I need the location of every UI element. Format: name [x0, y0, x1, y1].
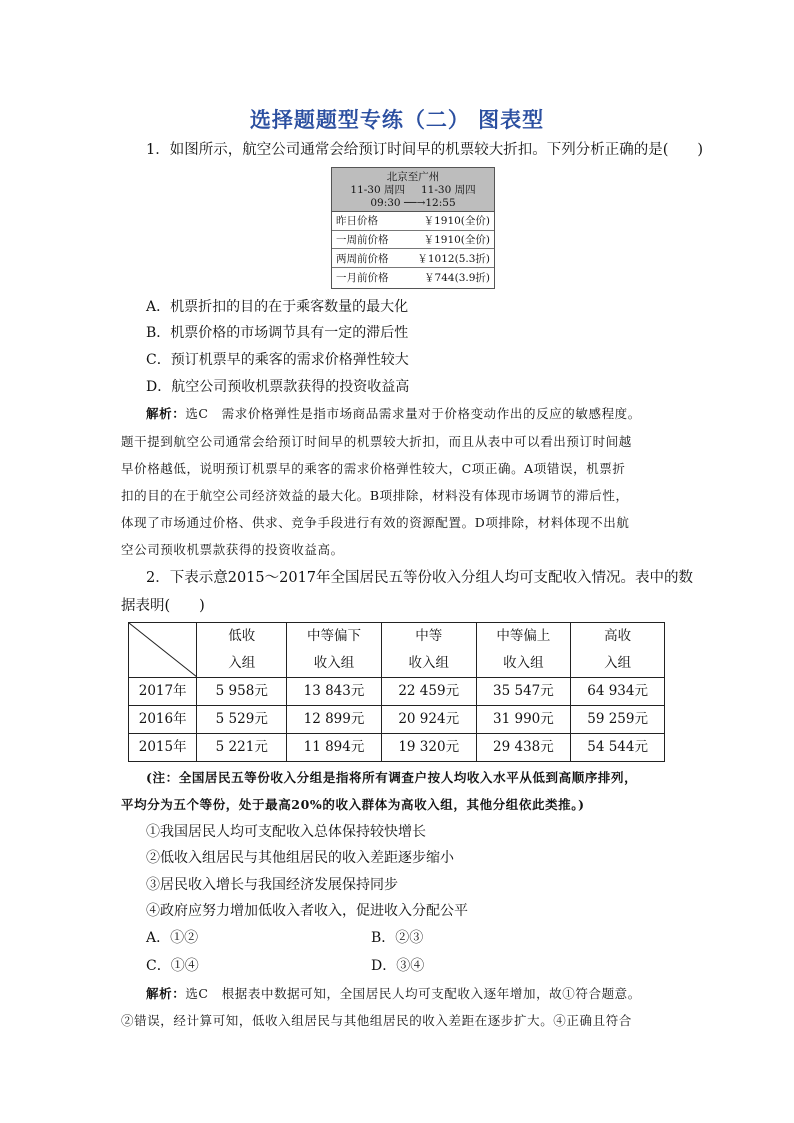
- q1-option-d: D．航空公司预收机票款获得的投资收益高: [146, 379, 410, 395]
- q2-option-a: A．①②: [146, 930, 199, 946]
- price-label: 两周前价格: [336, 252, 389, 265]
- flight-price-row: [332, 231, 494, 250]
- price-label: 一周前价格: [336, 234, 389, 247]
- q2-analysis-line: 解析：选C 根据表中数据可知，全国居民人均可支配收入逐年增加，故①符合题意。: [146, 986, 641, 1001]
- header-cell: 中等 收入组: [381, 623, 476, 678]
- year-cell: 2016年: [129, 706, 197, 734]
- price-value: ￥744(3.9折): [424, 271, 490, 284]
- price-label: 一月前价格: [336, 271, 389, 284]
- year-cell: 2015年: [129, 734, 197, 762]
- price-value: ￥1012(5.3折): [417, 252, 490, 265]
- header-cell: 低收 入组: [197, 623, 287, 678]
- flight-price-row: [332, 212, 494, 231]
- flight-date-right: 11-30 周四: [421, 184, 476, 196]
- value-cell: 54 544元: [571, 734, 665, 762]
- flight-route: 北京至广州: [386, 171, 440, 183]
- q1-analysis-line: 题干提到航空公司通常会给预订时间早的机票较大折扣，而且从表中可以看出预订时间越: [121, 434, 632, 449]
- price-value: ￥1910(全价): [423, 234, 490, 247]
- table-header-row: [129, 623, 665, 678]
- value-cell: 29 438元: [476, 734, 571, 762]
- q2-stem-line1: 2．下表示意2015～2017年全国居民五等份收入分组人均可支配收入情况。表中的数: [146, 570, 694, 586]
- value-cell: 12 899元: [287, 706, 382, 734]
- diagonal-line: [129, 623, 197, 677]
- q1-analysis-line: 空公司预收机票款获得的投资收益高。: [121, 542, 344, 557]
- header-cell: 中等偏下 收入组: [287, 623, 382, 678]
- q2-option-c: C．①④: [146, 958, 199, 974]
- q2-stem-line2: 据表明( ): [121, 598, 205, 614]
- q2-statement: ④政府应努力增加低收入者收入，促进收入分配公平: [146, 903, 468, 919]
- value-cell: 22 459元: [381, 678, 476, 706]
- q2-note-line1: (注：全国居民五等份收入分组是指将所有调查户按人均收入水平从低到高顺序排列，: [146, 770, 638, 785]
- price-label: 昨日价格: [336, 215, 378, 228]
- table-row: [129, 678, 665, 706]
- header-cell: 中等偏上 收入组: [476, 623, 571, 678]
- year-cell: 2017年: [129, 678, 197, 706]
- value-cell: 20 924元: [381, 706, 476, 734]
- q2-statement: ③居民收入增长与我国经济发展保持同步: [146, 877, 398, 893]
- table-row: [129, 734, 665, 762]
- q1-analysis-line: 扣的目的在于航空公司经济效益的最大化。B项排除，材料没有体现市场调节的滞后性，: [121, 488, 629, 503]
- q1-analysis-line: 解析：选C 需求价格弹性是指市场商品需求量对于价格变动作出的反应的敏感程度。: [146, 406, 641, 421]
- value-cell: 19 320元: [381, 734, 476, 762]
- income-table: [128, 622, 665, 762]
- analysis-label: 解析：: [146, 406, 186, 421]
- value-cell: 5 529元: [197, 706, 287, 734]
- q2-option-d: D．③④: [371, 958, 425, 974]
- header-cell: 高收 入组: [571, 623, 665, 678]
- q1-option-b: B．机票价格的市场调节具有一定的滞后性: [146, 325, 409, 341]
- value-cell: 5 221元: [197, 734, 287, 762]
- value-cell: 35 547元: [476, 678, 571, 706]
- value-cell: 59 259元: [571, 706, 665, 734]
- price-value: ￥1910(全价): [423, 215, 490, 228]
- flight-header: [332, 168, 494, 212]
- analysis-label: 解析：: [146, 986, 186, 1001]
- q2-analysis-line: ②错误，经计算可知，低收入组居民与其他组居民的收入差距在逐步扩大。④正确且符合: [121, 1013, 632, 1028]
- table-row: [129, 706, 665, 734]
- q1-analysis-line: 体现了市场通过价格、供求、竞争手段进行有效的资源配置。D项排除，材料体现不出航: [121, 515, 630, 530]
- q1-stem: 1．如图所示，航空公司通常会给预订时间早的机票较大折扣。下列分析正确的是( ): [146, 142, 704, 158]
- q2-statement: ①我国居民人均可支配收入总体保持较快增长: [146, 824, 426, 840]
- q1-option-c: C．预订机票早的乘客的需求价格弹性较大: [146, 352, 409, 368]
- q2-statement: ②低收入组居民与其他组居民的收入差距逐步缩小: [146, 850, 454, 866]
- value-cell: 31 990元: [476, 706, 571, 734]
- q1-option-a: A．机票折扣的目的在于乘客数量的最大化: [146, 299, 409, 315]
- flight-date-left: 11-30 周四: [350, 184, 405, 196]
- flight-price-row: [332, 268, 494, 287]
- value-cell: 13 843元: [287, 678, 382, 706]
- q1-analysis-line: 早价格越低，说明预订机票早的乘客的需求价格弹性较大，C项正确。A项错误，机票折: [121, 461, 626, 476]
- q2-note-line2: 平均分为五个等份，处于最高20%的收入群体为高收入组，其他分组依此类推。): [121, 797, 585, 812]
- value-cell: 64 934元: [571, 678, 665, 706]
- value-cell: 11 894元: [287, 734, 382, 762]
- flight-price-figure: [331, 167, 495, 289]
- q2-option-b: B．②③: [371, 930, 424, 946]
- value-cell: 5 958元: [197, 678, 287, 706]
- flight-price-row: [332, 249, 494, 268]
- flight-time: 09:30 ──→12:55: [370, 197, 456, 209]
- diagonal-corner-cell: [129, 623, 197, 678]
- page-title: 选择题题型专练（二） 图表型: [249, 107, 545, 132]
